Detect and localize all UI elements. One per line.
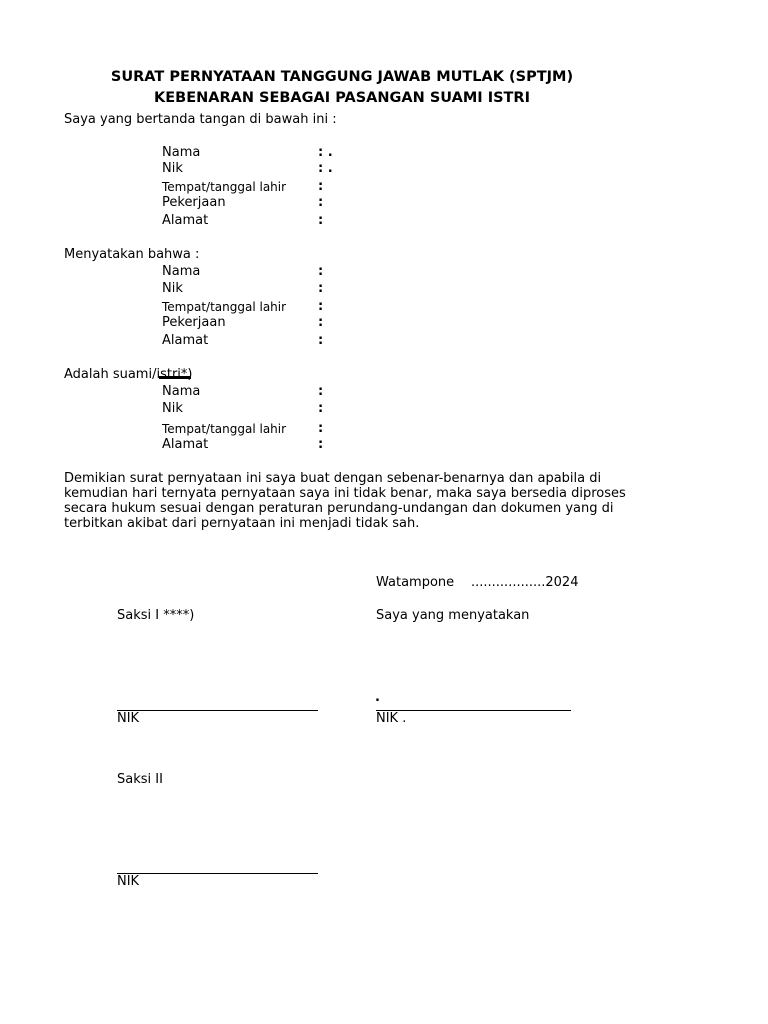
s1-alamat-colon: : <box>318 213 324 228</box>
s2-nama-label: Nama <box>162 264 201 279</box>
s2-pekerjaan-label: Pekerjaan <box>162 315 226 330</box>
signing-place: Watampone <box>376 575 455 590</box>
s2-ttl-colon: : <box>318 299 324 314</box>
s3-nama-colon: : <box>318 384 324 399</box>
s1-nama-colon: : . <box>318 145 333 160</box>
signing-date: ..................2024 <box>471 575 579 590</box>
s1-nik-colon: : . <box>318 161 333 176</box>
s2-heading: Menyatakan bahwa : <box>64 247 200 262</box>
s2-pekerjaan-colon: : <box>318 315 324 330</box>
witness2-label: Saksi II <box>117 772 163 787</box>
declarant-dot: . <box>375 690 380 705</box>
s3-alamat-label: Alamat <box>162 437 209 452</box>
intro-text: Saya yang bertanda tangan di bawah ini : <box>64 112 337 127</box>
s2-nik-label: Nik <box>162 281 183 296</box>
s1-pekerjaan-colon: : <box>318 195 324 210</box>
s3-ttl-label: Tempat/tanggal lahir <box>162 422 287 436</box>
s3-nik-colon: : <box>318 401 324 416</box>
s1-pekerjaan-label: Pekerjaan <box>162 195 226 210</box>
closing-paragraph: Demikian surat pernyataan ini saya buat dengan sebenar-benarnya dan apabila di kemudian hari ternyata pernyataan saya ini tidak benar, maka saya bersedia diproses secara hukum sesuai dengan peraturan perundang-undangan dan dokumen yang di terbitkan akibat dari pernyataan ini menjadi tidak sah. <box>64 471 626 531</box>
declarant-label: Saya yang menyatakan <box>376 608 530 623</box>
strikethrough-mark <box>159 376 191 379</box>
s1-ttl-colon: : <box>318 179 324 194</box>
witness2-nik: NIK <box>117 874 140 889</box>
declarant-nik: NIK . <box>376 711 407 726</box>
s3-ttl-colon: : <box>318 421 324 436</box>
s3-nik-label: Nik <box>162 401 183 416</box>
s1-nama-label: Nama <box>162 145 201 160</box>
s2-alamat-label: Alamat <box>162 333 209 348</box>
s1-alamat-label: Alamat <box>162 213 209 228</box>
s3-nama-label: Nama <box>162 384 201 399</box>
s2-alamat-colon: : <box>318 333 324 348</box>
s3-heading: Adalah suami/istri*) <box>64 367 193 382</box>
s2-ttl-label: Tempat/tanggal lahir <box>162 300 287 314</box>
s2-nama-colon: : <box>318 264 324 279</box>
document-title-line2: KEBENARAN SEBAGAI PASANGAN SUAMI ISTRI <box>154 90 530 106</box>
witness2-signature-line <box>117 873 318 874</box>
witness1-label: Saksi I ****) <box>117 608 195 623</box>
s1-nik-label: Nik <box>162 161 183 176</box>
document-title-line1: SURAT PERNYATAAN TANGGUNG JAWAB MUTLAK (SPTJM) <box>110 69 574 85</box>
s1-ttl-label: Tempat/tanggal lahir <box>162 180 287 194</box>
witness1-signature-line <box>117 710 318 711</box>
s3-alamat-colon: : <box>318 437 324 452</box>
s2-nik-colon: : <box>318 281 324 296</box>
witness1-nik: NIK <box>117 711 140 726</box>
